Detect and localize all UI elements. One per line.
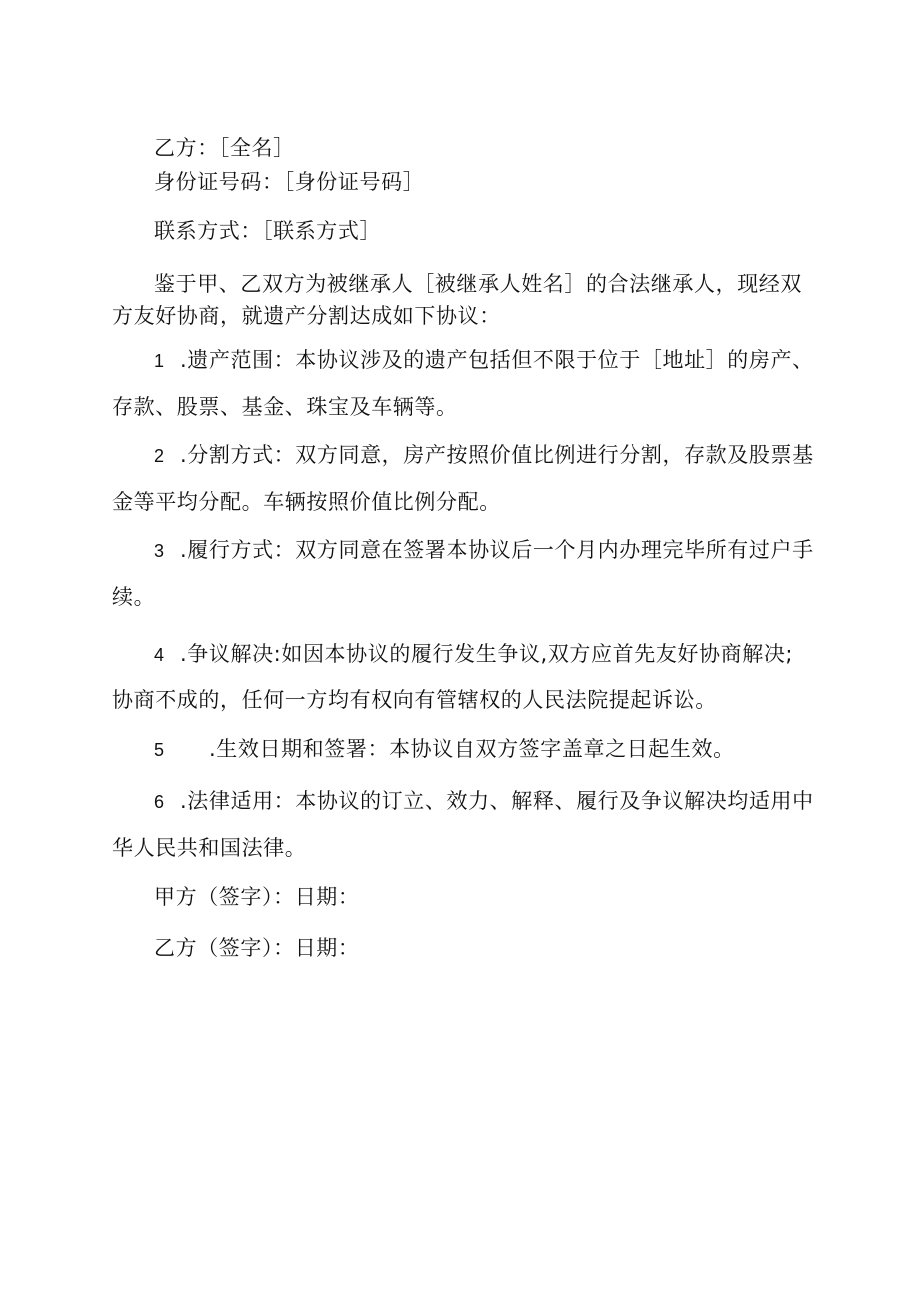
clause-text: .争议解决:如因本协议的履行发生争议,双方应首先友好协商解决; [180, 642, 794, 666]
party-b-name-line: 乙方：［全名］ [154, 136, 295, 160]
party-b-signature-line: 乙方（签字）：日期： [154, 936, 360, 960]
clause-2-line-2: 金等平均分配。车辆按照价值比例分配。 [112, 490, 501, 514]
preamble-line-1: 鉴于甲、乙双方为被继承人［被继承人姓名］的合法继承人，现经双 [154, 272, 802, 296]
clause-number: 5 [154, 740, 165, 760]
clause-text: .履行方式：双方同意在签署本协议后一个月内办理完毕所有过户手 [180, 538, 814, 562]
clause-1-line-1 [154, 346, 814, 375]
clause-4-line-2: 协商不成的，任何一方均有权向有管辖权的人民法院提起诉讼。 [112, 688, 717, 712]
clause-2-line-1 [154, 441, 814, 470]
clause-number: 4 [154, 645, 165, 665]
clause-1-line-2: 存款、股票、基金、珠宝及车辆等。 [112, 395, 458, 419]
clause-text: .分割方式：双方同意，房产按照价值比例进行分割，存款及股票基 [180, 443, 814, 467]
clause-text: .生效日期和签署：本协议自双方签字盖章之日起生效。 [209, 737, 735, 761]
party-a-signature-line: 甲方（签字）：日期： [154, 885, 360, 909]
clause-4-line-1 [154, 640, 793, 669]
clause-6-line-2: 华人民共和国法律。 [112, 836, 307, 860]
clause-number: 2 [154, 446, 165, 466]
clause-text: .遗产范围：本协议涉及的遗产包括但不限于位于［地址］的房产、 [180, 348, 814, 372]
clause-number: 3 [154, 541, 165, 561]
preamble-line-2: 方友好协商，就遗产分割达成如下协议： [112, 304, 501, 328]
clause-text: .法律适用：本协议的订立、效力、解释、履行及争议解决均适用中 [180, 789, 814, 813]
clause-number: 6 [154, 792, 165, 812]
clause-3-line-2: 续。 [112, 585, 156, 609]
clause-6-line-1 [154, 787, 814, 816]
clause-3-line-1 [154, 536, 814, 565]
party-b-contact-line: 联系方式：［联系方式］ [154, 219, 382, 243]
party-b-id-line: 身份证号码：［身份证号码］ [154, 170, 425, 194]
clause-number: 1 [154, 351, 165, 371]
clause-5-line-1 [154, 735, 735, 764]
